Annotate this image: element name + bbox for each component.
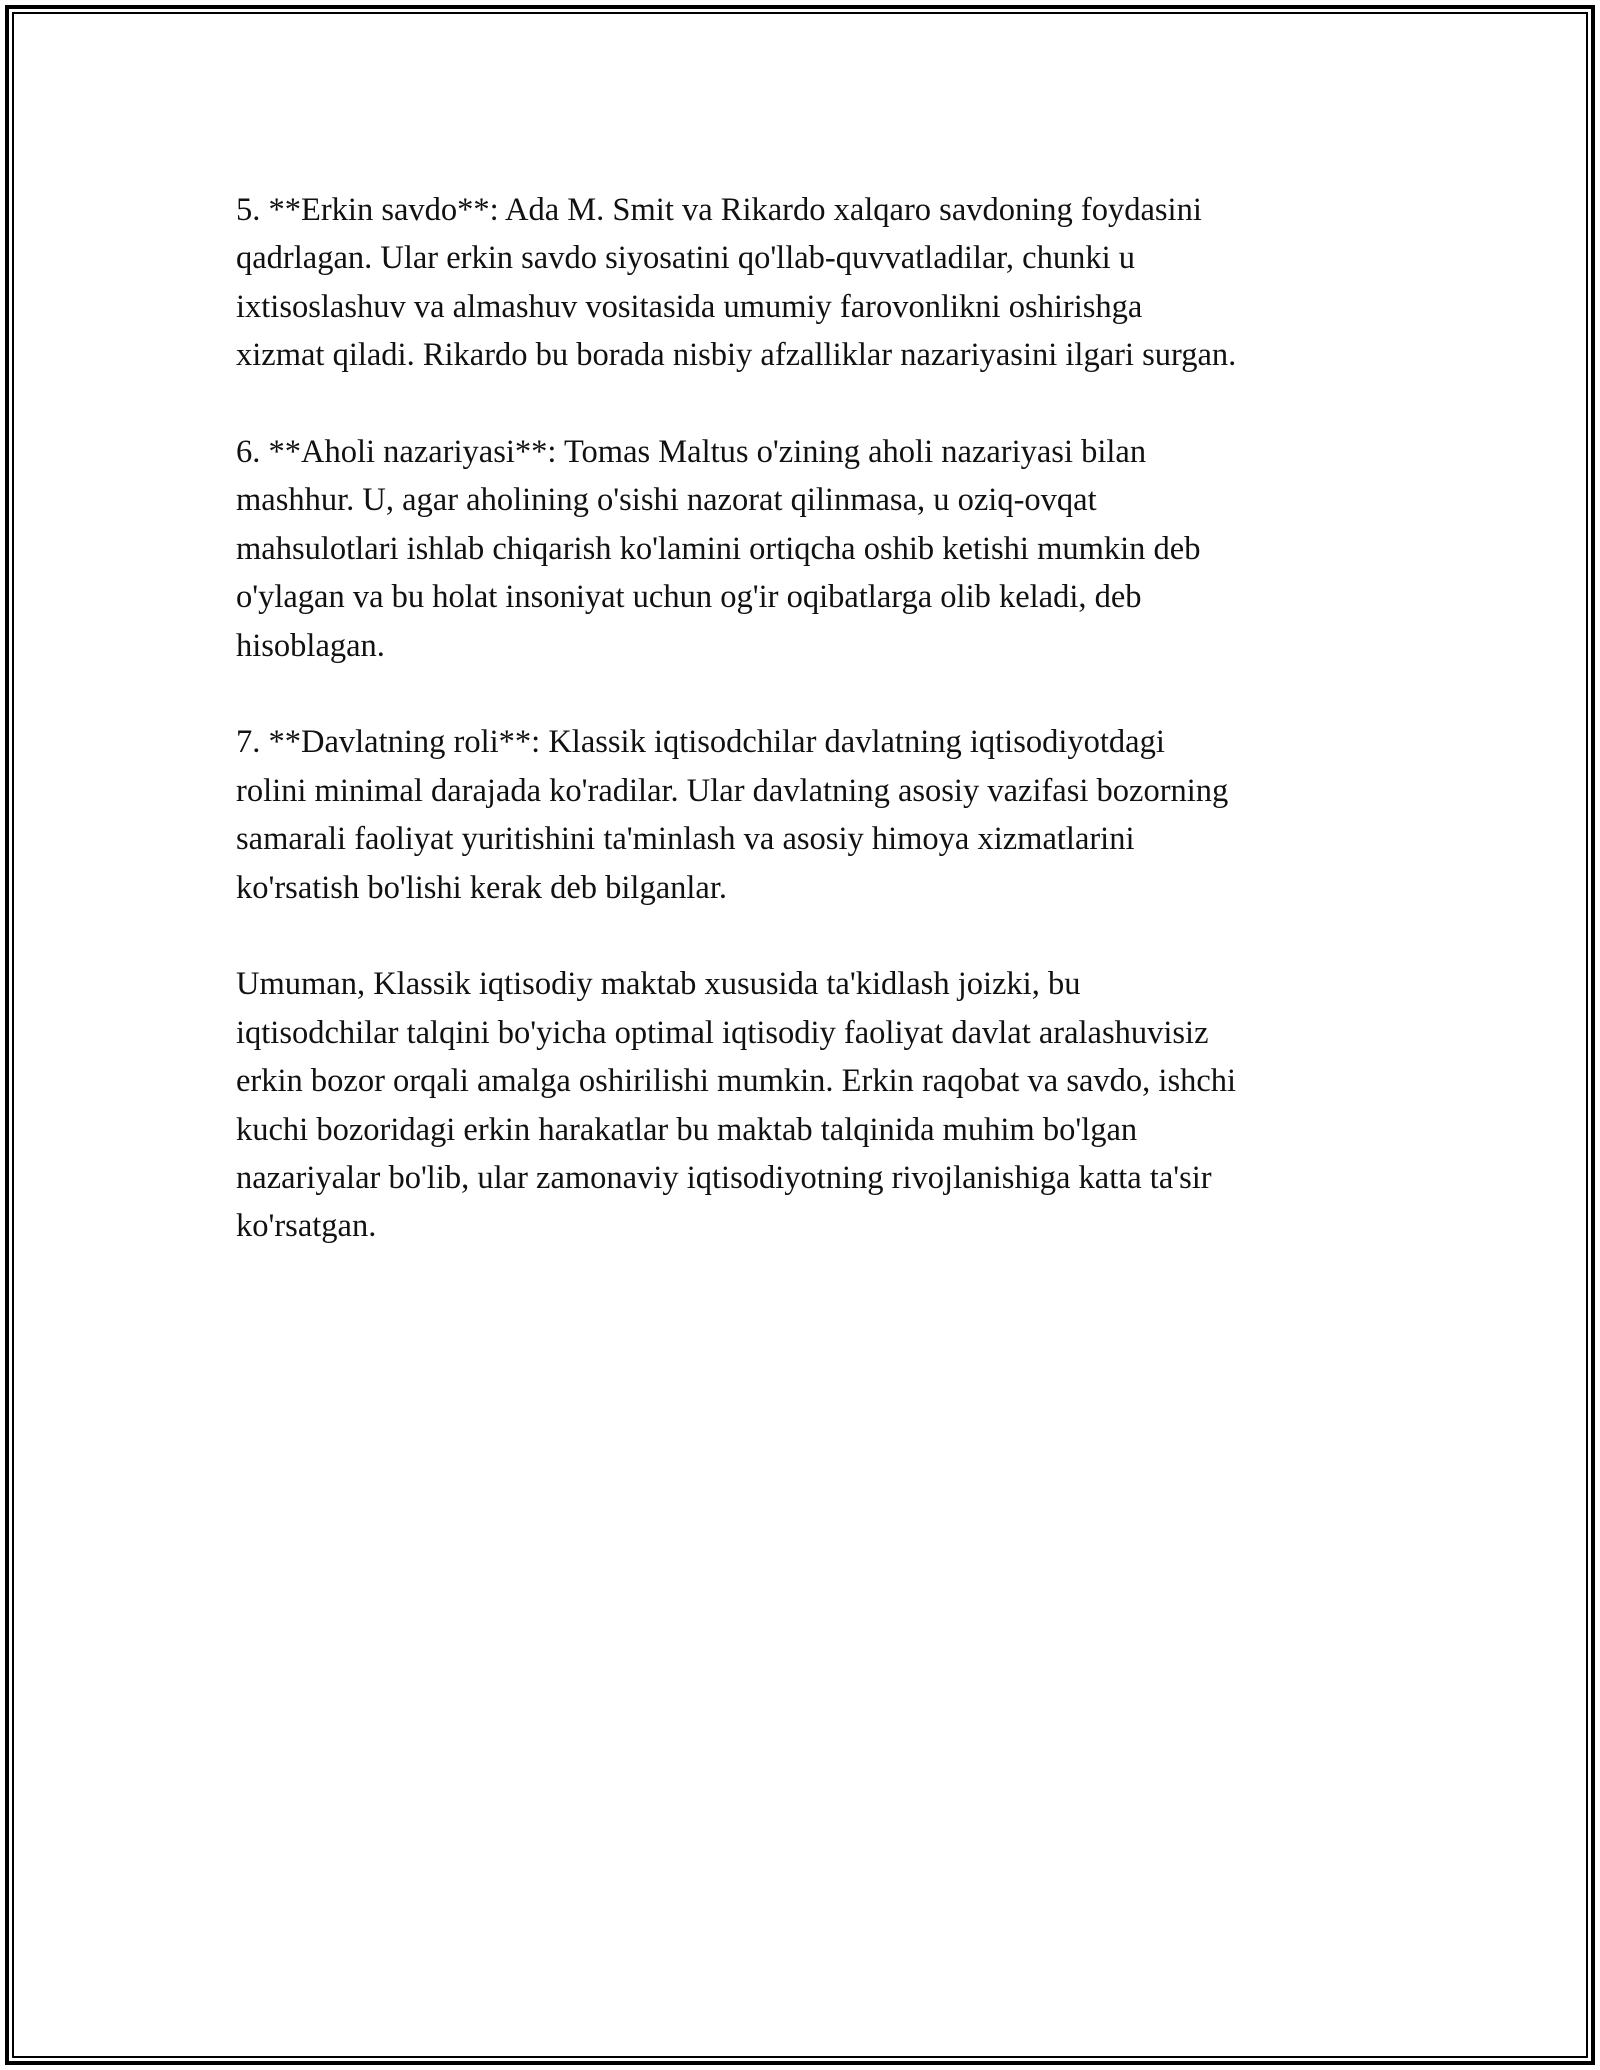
text-line: ko'rsatgan. xyxy=(236,1208,377,1245)
text-line: mashhur. U, agar aholining o'sishi nazorat qilinmasa, u oziq-ovqat xyxy=(236,482,1097,519)
paragraph-umuman-conclusion xyxy=(236,960,1386,1250)
text-line: rolini minimal darajada ko'radilar. Ular davlatning asosiy vazifasi bozorning xyxy=(236,772,1229,809)
text-line: hisoblagan. xyxy=(236,627,385,664)
text-line: erkin bozor orqali amalga oshirilishi mumkin. Erkin raqobat va savdo, ishchi xyxy=(236,1063,1237,1100)
text-line: xizmat qiladi. Rikardo bu borada nisbiy afzalliklar nazariyasini ilgari surgan. xyxy=(236,337,1237,374)
text-line: mahsulotlari ishlab chiqarish ko'lamini ortiqcha oshib ketishi mumkin deb xyxy=(236,530,1201,567)
paragraph-erkin-savdo xyxy=(236,186,1386,380)
text-line: ixtisoslashuv va almashuv vositasida umumiy farovonlikni oshirishga xyxy=(236,288,1143,325)
paragraph-aholi-nazariyasi xyxy=(236,428,1386,670)
text-line: samarali faoliyat yuritishini ta'minlash va asosiy himoya xizmatlarini xyxy=(236,821,1135,858)
text-line: qadrlagan. Ular erkin savdo siyosatini qo'llab-quvvatladilar, chunki u xyxy=(236,240,1135,277)
text-line: kuchi bozoridagi erkin harakatlar bu maktab talqinida muhim bo'lgan xyxy=(236,1111,1138,1148)
text-line: iqtisodchilar talqini bo'yicha optimal iqtisodiy faoliyat davlat aralashuvisiz xyxy=(236,1014,1209,1051)
text-line: 6. **Aholi nazariyasi**: Tomas Maltus o'zining aholi nazariyasi bilan xyxy=(236,434,1147,471)
text-line: nazariyalar bo'lib, ular zamonaviy iqtisodiyotning rivojlanishiga katta ta'sir xyxy=(236,1160,1212,1197)
text-line: 7. **Davlatning roli**: Klassik iqtisodchilar davlatning iqtisodiyotdagi xyxy=(236,724,1165,761)
paragraph-davlatning-roli xyxy=(236,718,1386,912)
document-body xyxy=(236,186,1386,1299)
text-line: Umuman, Klassik iqtisodiy maktab xususida ta'kidlash joizki, bu xyxy=(236,966,1081,1003)
text-line: o'ylagan va bu holat insoniyat uchun og'ir oqibatlarga olib keladi, deb xyxy=(236,579,1142,616)
text-line: 5. **Erkin savdo**: Ada M. Smit va Rikardo xalqaro savdoning foydasini xyxy=(236,192,1202,228)
text-line: ko'rsatish bo'lishi kerak deb bilganlar. xyxy=(236,869,727,906)
